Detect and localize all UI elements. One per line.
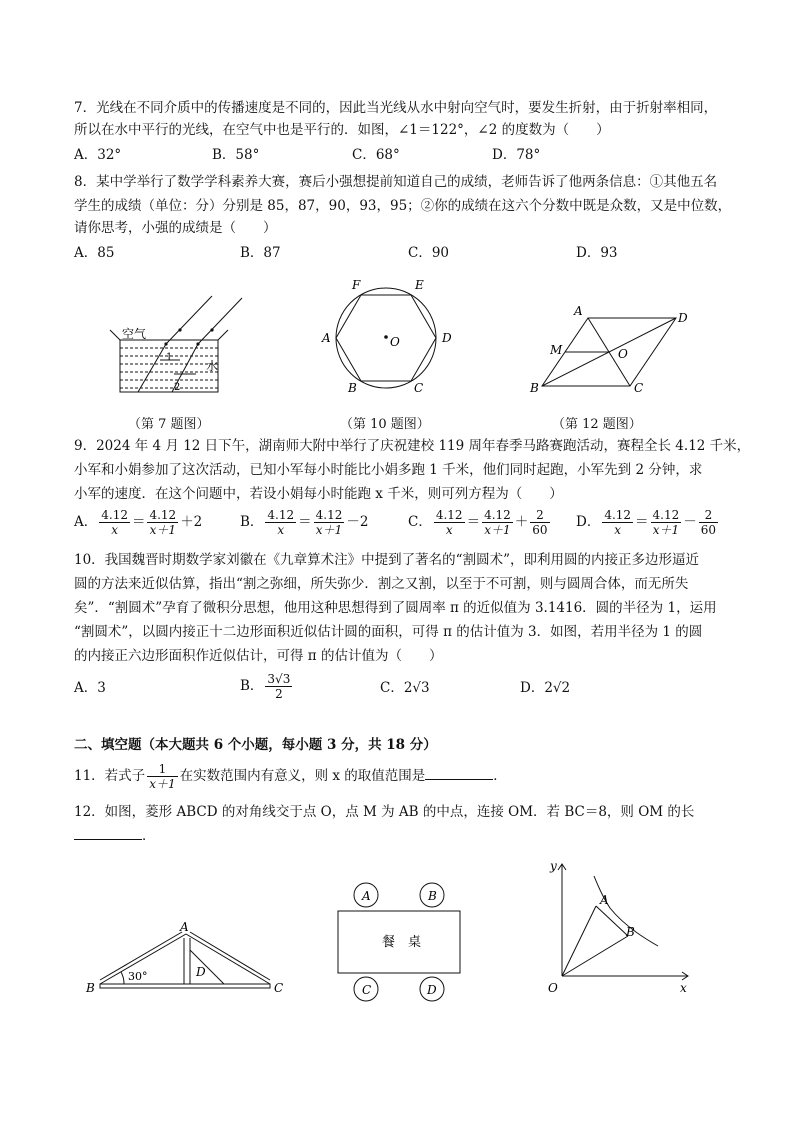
fig10-E: E [415, 278, 424, 292]
q7-option-b[interactable]: B．58° [212, 147, 260, 163]
q10-b-den: 2 [275, 687, 283, 701]
q9-d-d1: x [614, 523, 622, 537]
q9-d-sign: － [683, 514, 697, 530]
fig12-M: M [550, 343, 563, 357]
truss-A: A [180, 920, 189, 934]
fig10-F: F [352, 278, 361, 292]
fig7-air-label: 空气 [122, 327, 147, 341]
q9-d-n2: 4.12 [652, 508, 680, 522]
truss-C: C [274, 981, 284, 995]
q9-d-n1: 4.12 [604, 508, 632, 522]
q11-prefix: 11．若式子 [74, 768, 146, 784]
figure-7 [100, 292, 250, 404]
fig12-D: D [678, 311, 688, 325]
curve-A-label: A [600, 893, 609, 907]
q10-line4: “割圆术”，以圆内接正十二边形面积近似估计圆的面积，可得 π 的估计值为 3．如图，若用半径为 1 的圆 [74, 624, 703, 640]
q9-a-n2: 4.12 [149, 508, 177, 522]
q9-b-n2: 4.12 [315, 508, 343, 522]
q9-option-c[interactable]: C． $\frac{4.12}{x}$ ＝ $\frac{4.12}{x+1}$ ＋ $\frac{2}{60}$ [408, 508, 548, 537]
q9-b-tail: －2 [346, 514, 369, 530]
q9-c-d3: 60 [532, 523, 548, 537]
q12-line1: 12．如图，菱形 ABCD 的对角线交于点 O，点 M 为 AB 的中点，连接 OM．若 BC＝8，则 OM 的长 [74, 804, 695, 820]
q9-b-d1: x [277, 523, 285, 537]
q9-a-label: A． [74, 514, 98, 530]
q8-line3: 请你思考，小强的成绩是（ ） [74, 220, 277, 236]
figure-12 [528, 302, 698, 394]
curve-y-label: y [550, 859, 557, 873]
q9-c-n1: 4.12 [435, 508, 463, 522]
truss-angle: 30° [128, 970, 148, 983]
q12-end: ． [142, 828, 156, 844]
figure-dining-table [330, 878, 470, 1004]
q9-c-d1: x [445, 523, 453, 537]
q10-option-c[interactable]: C．2√3 [380, 680, 430, 696]
fig10-D: D [442, 331, 452, 345]
q12-answer-blank[interactable] [74, 827, 142, 840]
q9-c-sign: ＋ [514, 514, 529, 530]
fig12-B: B [530, 381, 539, 394]
q9-c-n3: 2 [530, 508, 549, 523]
q9-c-d2: x＋1 [484, 523, 511, 537]
fig12-O: O [618, 347, 628, 361]
fig7-caption: （第 7 题图） [128, 417, 210, 432]
q11-end: ． [493, 768, 507, 784]
figure-coordinate-curve [538, 856, 694, 996]
q9-a-n1: 4.12 [101, 508, 128, 522]
fig10-C: C [414, 381, 424, 395]
fig10-O: O [390, 335, 400, 349]
section-2-title: 二、填空题（本大题共 6 个小题，每小题 3 分，共 18 分） [74, 737, 437, 753]
q9-b-label: B． [240, 514, 264, 530]
q11-answer-blank[interactable] [425, 767, 493, 780]
fig10-B: B [348, 381, 357, 395]
q10-b-label: B． [240, 678, 264, 694]
q9-d-d3: 60 [700, 523, 717, 537]
q11-num: 1 [147, 762, 177, 777]
q10-option-b[interactable] [240, 672, 294, 701]
curve-O-label: O [548, 981, 558, 995]
fig10-A: A [322, 331, 331, 345]
q11-suffix: 在实数范围内有意义，则 x 的取值范围是 [179, 768, 426, 784]
q10-line1: 10．我国魏晋时期数学家刘徽在《九章算术注》中提到了著名的“割圆术”，即利用圆的内接正多边形逼近 [74, 552, 699, 568]
q9-line3: 小军的速度．在这个问题中，若设小娟每小时能跑 x 千米，则可列方程为（ ） [74, 486, 563, 502]
q9-line2: 小军和小娟参加了这次活动，已知小军每小时能比小娟多跑 1 千米，他们同时起跑，小军先到 2 分钟，求 [74, 462, 703, 478]
table-seat-A: A [362, 889, 371, 903]
q8-line2: 学生的成绩（单位：分）分别是 85，87，90，93，95；②你的成绩在这六个分数中既是众数，又是中位数， [74, 198, 732, 214]
truss-D: D [196, 965, 206, 979]
q9-b-n1: 4.12 [267, 508, 295, 522]
q9-d-n3: 2 [699, 508, 718, 523]
q9-a-tail: ＋2 [180, 514, 203, 530]
q8-line1: 8．某中学举行了数学学科素养大赛，赛后小强想提前知道自己的成绩，老师告诉了他两条信息：①其他五名 [74, 174, 718, 190]
q9-d-label: D． [576, 514, 601, 530]
q9-line1: 9．2024 年 4 月 12 日下午，湖南师大附中举行了庆祝建校 119 周年春季马路赛跑活动，赛程全长 4.12 千米， [74, 438, 751, 454]
q9-c-label: C． [408, 514, 432, 530]
fig12-caption: （第 12 题图） [552, 417, 642, 432]
q8-option-a[interactable]: A．85 [74, 245, 115, 261]
q9-c-n2: 4.12 [484, 508, 511, 522]
fig7-angle1: 1 [166, 352, 173, 363]
table-seat-D: D [427, 983, 437, 997]
q11-den: x＋1 [149, 777, 176, 791]
q12-line2 [74, 826, 156, 846]
figure-10 [316, 274, 460, 398]
q8-option-d[interactable]: D．93 [576, 245, 618, 261]
fig12-A: A [574, 304, 583, 318]
q7-option-a[interactable]: A．32° [74, 147, 122, 163]
q9-d-d2: x＋1 [652, 523, 680, 537]
fig7-water-label: 水 [206, 359, 219, 373]
q9-b-d2: x＋1 [315, 523, 343, 537]
q7-line1: 7．光线在不同介质中的传播速度是不同的，因此当光线从水中射向空气时，要发生折射，由于折射率相同， [74, 100, 718, 116]
curve-x-label: x [680, 981, 687, 995]
q11 [74, 762, 507, 791]
q9-option-d[interactable]: D． $\frac{4.12}{x}$ ＝ $\frac{4.12}{x+1}$ － $\frac{2}{60}$ [576, 508, 717, 537]
q10-line3: 矣”．“割圆术”孕育了微积分思想，他用这种思想得到了圆周率 π 的近似值为 3.1416．圆的半径为 1，运用 [74, 600, 717, 616]
curve-B-label: B [626, 925, 635, 939]
q9-option-b[interactable]: B． $\frac{4.12}{x}$ ＝ $\frac{4.12}{x+1}$ －2 [240, 508, 369, 537]
q7-line2: 所以在水中平行的光线，在空气中也是平行的．如图，∠1＝122°，∠2 的度数为（ ） [74, 122, 610, 138]
q10-option-a[interactable]: A．3 [74, 680, 106, 696]
table-label: 餐 桌 [382, 935, 422, 950]
figure-truss [84, 918, 294, 1000]
q7-option-d[interactable]: D．78° [492, 147, 541, 163]
q10-b-num: 3√3 [267, 672, 291, 686]
table-seat-B: B [428, 889, 437, 903]
fig10-caption: （第 10 题图） [340, 417, 430, 432]
q7-option-c[interactable]: C．68° [352, 147, 400, 163]
q9-a-d2: x＋1 [149, 523, 177, 537]
fig7-angle2: 2 [174, 382, 181, 393]
q10-option-d[interactable]: D．2√2 [520, 680, 571, 696]
q9-option-a[interactable]: A． $\frac{4.12}{x}$ ＝ $\frac{4.12}{x+1}$ ＋2 [74, 508, 203, 537]
q8-option-c[interactable]: C．90 [408, 245, 450, 261]
q8-option-b[interactable]: B．87 [240, 245, 281, 261]
table-seat-C: C [362, 983, 372, 997]
fig12-C: C [634, 381, 644, 394]
q9-a-d1: x [111, 523, 118, 537]
q10-line5: 的内接正六边形面积作近似估计，可得 π 的估计值为（ ） [74, 648, 443, 664]
q10-line2: 圆的方法来近似估算，指出“割之弥细，所失弥少．割之又割，以至于不可割，则与圆周合体，而无所失 [74, 576, 689, 592]
truss-B: B [86, 981, 95, 995]
